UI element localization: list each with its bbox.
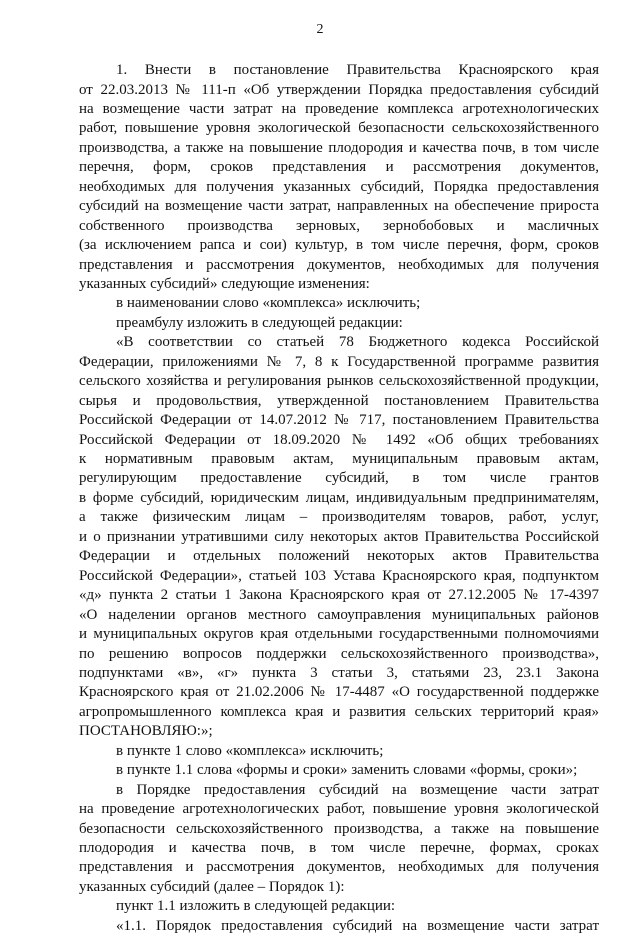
text-line: Российской Федерации от 14.07.2012 № 717, постановлением Правительства — [79, 412, 599, 429]
text-line: в наименовании слово «комплекса» исключить; — [116, 295, 421, 312]
text-line: «1.1. Порядок предоставления субсидий на возмещение части затрат — [116, 917, 599, 934]
text-line: плодородия и качества почв, в том числе перечне, формах, сроках — [79, 840, 599, 856]
text-line: производства, а также на повышение плодородия и качества почв, в том числе — [79, 139, 599, 156]
text-line: по решению вопросов поддержки сельскохозяйственного производства», — [79, 645, 599, 662]
page-number: 2 — [316, 22, 324, 37]
text-line: в пункте 1.1 слова «формы и сроки» заменить словами «формы, сроки»; — [116, 762, 578, 779]
text-line: субсидий на возмещение части затрат, направленных на обеспечение прироста — [79, 198, 599, 215]
text-line: работ, повышение уровня экологической безопасности сельскохозяйственного — [79, 120, 599, 137]
text-line: регулирующим предоставление субсидий, в том числе грантов — [79, 470, 599, 487]
text-line: преамбулу изложить в следующей редакции: — [116, 314, 403, 331]
text-line: указанных субсидий» следующие изменения: — [79, 275, 370, 292]
text-line: Российской Федерации», статьей 103 Устава Красноярского края, подпунктом — [79, 567, 599, 584]
text-line: 1. Внести в постановление Правительства Красноярского края — [116, 62, 599, 78]
text-line: (за исключением рапса и сои) культур, в том числе перечня, форм, сроков — [79, 237, 599, 253]
text-line: «В соответствии со статьей 78 Бюджетного кодекса Российской — [116, 334, 599, 351]
text-line: собственного производства зерновых, зернобобовых и масличных — [79, 217, 599, 234]
text-line: указанных субсидий (далее – Порядок 1): — [79, 878, 345, 895]
text-line: ПОСТАНОВЛЯЮ:»; — [79, 723, 213, 740]
text-line: Красноярского края от 21.02.2006 № 17-4487 «О государственной поддержке — [79, 684, 599, 701]
text-line: необходимых для получения указанных субсидий, Порядка предоставления — [79, 178, 599, 195]
text-line: на возмещение части затрат на проведение комплекса агротехнологических — [79, 100, 599, 117]
text-line: сырья и продовольствия, утвержденной постановлением Правительства — [79, 392, 599, 409]
text-line: представления и рассмотрения документов, необходимых для получения — [79, 859, 599, 876]
text-line: сельского хозяйства и регулирования рынков сельскохозяйственной продукции, — [79, 373, 599, 390]
text-line: Федерации и отдельных положений некоторых актов Правительства — [79, 548, 599, 565]
text-line: на проведение агротехнологических работ, повышение уровня экологической — [79, 801, 599, 818]
text-line: «д» пункта 2 статьи 1 Закона Красноярского края от 27.12.2005 № 17-4397 — [79, 587, 599, 604]
text-line: Российской Федерации от 18.09.2020 № 1492 «Об общих требованиях — [79, 431, 599, 448]
text-line: перечня, форм, сроков представления и рассмотрения документов, — [79, 159, 599, 176]
text-line: безопасности сельскохозяйственного производства, а также на повышение — [79, 820, 599, 837]
text-line: в пункте 1 слово «комплекса» исключить; — [116, 742, 384, 759]
text-line: в Порядке предоставления субсидий на возмещение части затрат — [116, 781, 599, 798]
text-line: в форме субсидий, юридическим лицам, индивидуальным предпринимателям, — [79, 489, 599, 506]
text-line: и муниципальных округов края отдельными государственными полномочиями — [79, 626, 599, 642]
text-line: к нормативным правовым актам, муниципальным правовым актам, — [79, 451, 599, 467]
text-line: агропромышленного комплекса края и развития сельских территорий края» — [79, 703, 599, 720]
text-line: Федерации, приложениями № 7, 8 к Государственной программе развития — [79, 353, 599, 370]
text-line: «О наделении органов местного самоуправления муниципальных районов — [79, 606, 599, 623]
text-line: а также физическим лицам – производителям товаров, работ, услуг, — [79, 509, 599, 526]
text-line: пункт 1.1 изложить в следующей редакции: — [116, 898, 396, 915]
text-line: подпунктами «в», «г» пункта 3 статьи 3, статьями 23, 23.1 Закона — [79, 664, 599, 681]
text-line: и о признании утратившими силу некоторых актов Правительства Российской — [79, 528, 599, 545]
text-line: от 22.03.2013 № 111-п «Об утверждении Порядка предоставления субсидий — [79, 81, 599, 98]
text-line: представления и рассмотрения документов, необходимых для получения — [79, 256, 599, 273]
